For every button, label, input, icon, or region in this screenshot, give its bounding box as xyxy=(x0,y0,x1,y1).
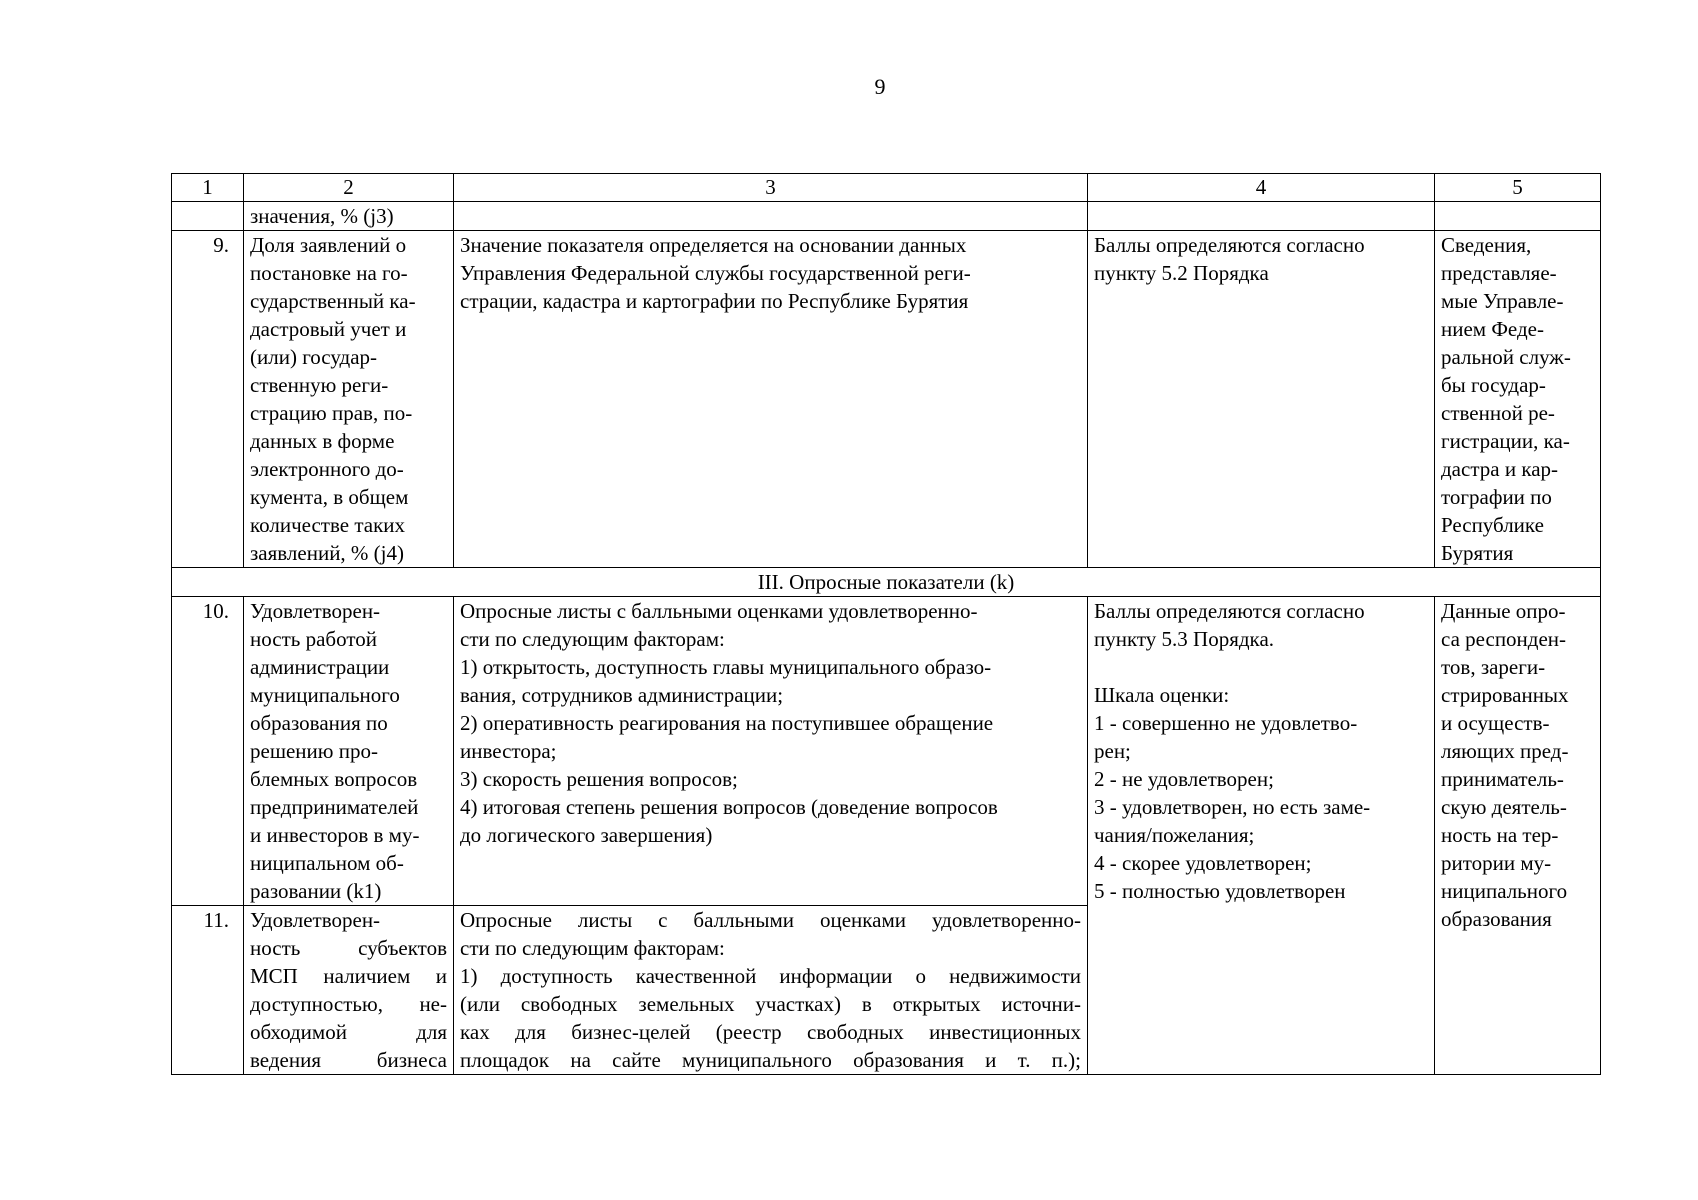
calculation-method: Значение показателя определяется на основании данных Управления Федеральной службы государственной реги- страции, кадастра и картографии по Республике Бурятия xyxy=(454,231,1088,568)
data-source: Сведения, представляе- мые Управле- нием Феде- ральной служ- бы государ- ственной ре- гистрации, ка- дастра и кар- тографии по Республике Бурятия xyxy=(1435,231,1601,568)
header-col-3: 3 xyxy=(454,174,1088,202)
section-title: III. Опросные показатели (k) xyxy=(172,568,1601,597)
method-line: сти по следующим факторам: xyxy=(460,936,725,960)
method-line: 1) доступность качественной информации о недвижимости xyxy=(460,964,1081,988)
page-number: 9 xyxy=(874,74,886,99)
indicator-name: Удовлетворен- ность работой администрации муниципального образования по решению про- блемных вопросов предпринимателей и инвесторов в му- ниципальном об- разовании (k1) xyxy=(244,597,454,906)
table-row-continuation xyxy=(172,202,1601,231)
header-col-2: 2 xyxy=(244,174,454,202)
indicators-table xyxy=(171,173,1601,1075)
indicator-line: Удовлетворен- xyxy=(250,908,381,932)
data-source: Данные опро- са респонден- тов, зареги- стрированных и осуществ- ляющих пред- приниматель- скую деятель- ность на тер- ритории му- ниципального образования xyxy=(1435,597,1601,1075)
header-col-5: 5 xyxy=(1435,174,1601,202)
row-number: 11. xyxy=(172,906,244,1075)
indicator-name xyxy=(244,906,454,1075)
method-line: ках для бизнес-целей (реестр свободных инвестиционных xyxy=(460,1020,1081,1044)
indicator-line: обходимой для xyxy=(250,1020,447,1044)
scoring-rule: Баллы определяются согласно пункту 5.2 Порядка xyxy=(1088,231,1435,568)
section-header-row xyxy=(172,568,1601,597)
indicator-line: ность субъектов xyxy=(250,936,447,960)
indicator-name: Доля заявлений о постановке на го- сударственный ка- дастровый учет и (или) государ- ственную реги- страцию прав, по- данных в форме электронного до- кумента, в общем количестве таких заявлений, % (j4) xyxy=(244,231,454,568)
header-col-1: 1 xyxy=(172,174,244,202)
calculation-method: Опросные листы с балльными оценками удовлетворенно- сти по следующим факторам: 1) открытость, доступность главы муниципального образо- вания, сотрудников администрации; 2) оперативность реагирования на поступившее обращение инвестора; 3) скорость решения вопросов; 4) итоговая степень решения вопросов (доведение вопросов до логического завершения) xyxy=(454,597,1088,906)
method-line: площадок на сайте муниципального образования и т. п.); xyxy=(460,1048,1081,1072)
table-row-10 xyxy=(172,597,1601,906)
table-header-row xyxy=(172,174,1601,202)
row-number: 9. xyxy=(172,231,244,568)
indicator-line: ведения бизнеса xyxy=(250,1048,447,1072)
indicator-line: МСП наличием и xyxy=(250,964,447,988)
header-col-4: 4 xyxy=(1088,174,1435,202)
indicator-line: доступностью, не- xyxy=(250,992,447,1016)
continuation-text: значения, % (j3) xyxy=(244,202,454,231)
row-number: 10. xyxy=(172,597,244,906)
method-line: Опросные листы с балльными оценками удовлетворенно- xyxy=(460,908,1081,932)
calculation-method xyxy=(454,906,1088,1075)
table-row-9 xyxy=(172,231,1601,568)
method-line: (или свободных земельных участках) в открытых источни- xyxy=(460,992,1081,1016)
scoring-rule: Баллы определяются согласно пункту 5.3 Порядка. Шкала оценки: 1 - совершенно не удовлетво- рен; 2 - не удовлетворен; 3 - удовлетворен, но есть заме- чания/пожелания; 4 - скорее удовлетворен; 5 - полностью удовлетворен xyxy=(1088,597,1435,1075)
